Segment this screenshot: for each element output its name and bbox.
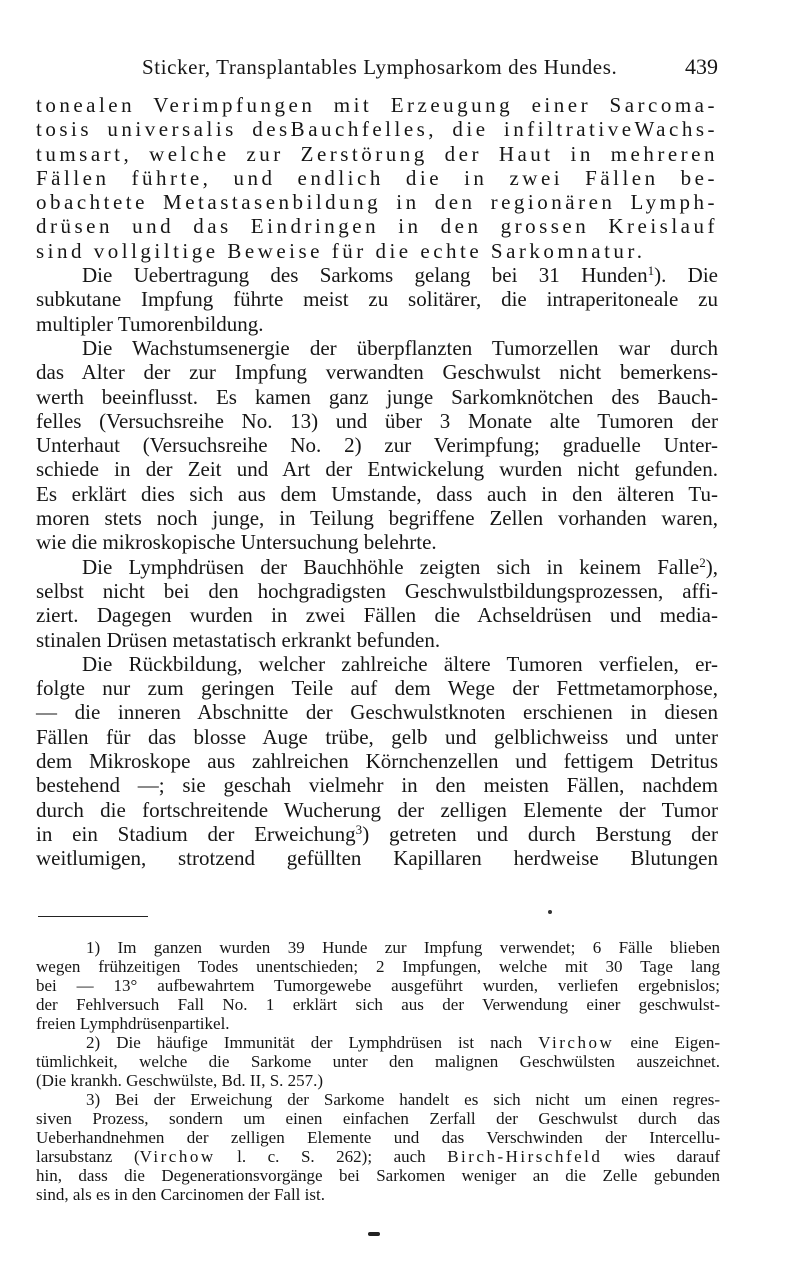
author-name: Virchow <box>538 1033 615 1052</box>
paragraph <box>36 263 718 336</box>
footnote-ref: 3 <box>355 821 363 837</box>
text-line: drüsen und das Eindringen in den grossen Kreislauf <box>36 214 718 239</box>
author-name: Virchow <box>139 1147 216 1166</box>
footnote <box>36 1090 720 1204</box>
paragraph <box>36 336 718 555</box>
paragraph <box>36 93 718 263</box>
footnote-line: der Fehlversuch Fall No. 1 erklärt sich aus der Verwendung einer geschwulst- <box>36 995 720 1014</box>
text-line: Fällen für das blosse Auge trübe, gelb und gelblichweiss und unter <box>36 724 718 749</box>
main-text <box>36 93 718 871</box>
footnote-line: 2) Die häufige Immunität der Lymphdrüsen ist nach Virchow eine Eigen- <box>86 1033 720 1052</box>
page-number: 439 <box>685 54 718 79</box>
footnotes <box>36 938 720 1204</box>
text-line: durch die fortschreitende Wucherung der zelligen Elemente der Tumor <box>36 797 718 822</box>
text-line: obachtete Metastasenbildung in den regionären Lymph- <box>36 190 718 215</box>
footnote-ref: 2 <box>699 554 706 570</box>
text-line: moren stets noch junge, in Teilung begriffene Zellen vorhanden waren, <box>36 506 718 531</box>
text-line: tosis universalis desBauchfelles, die infiltrativeWachs- <box>36 117 718 142</box>
text-line: weitlumigen, strotzend gefüllten Kapillaren herdweise Blutungen <box>36 846 718 871</box>
text-line: werth beeinflusst. Es kamen ganz junge Sarkomknötchen des Bauch- <box>36 384 718 409</box>
footnote-line: sind, als es in den Carcinomen der Fall ist. <box>36 1185 325 1204</box>
running-title: Sticker, Transplantables Lymphosarkom des Hundes. <box>142 55 618 79</box>
text-line: subkutane Impfung führte meist zu solitärer, die intraperitoneale zu <box>36 287 718 312</box>
footnote-separator <box>38 916 148 917</box>
text-line: selbst nicht bei den hochgradigsten Geschwulstbildungsprozessen, affi- <box>36 578 718 603</box>
footnote-line: 1) Im ganzen wurden 39 Hunde zur Impfung verwendet; 6 Fälle blieben <box>86 938 720 957</box>
running-header <box>142 52 718 82</box>
footnote-line: hin, dass die Degenerationsvorgänge bei Sarkomen weniger an die Zelle gebunden <box>36 1166 720 1185</box>
paragraph <box>36 652 718 871</box>
text-line: tumsart, welche zur Zerstörung der Haut in mehreren <box>36 141 718 166</box>
footnote-line: Ueberhandnehmen der zelligen Elemente und das Verschwinden der Intercellu- <box>36 1128 720 1147</box>
text-line: Unterhaut (Versuchsreihe No. 2) zur Verimpfung; graduelle Unter- <box>36 433 718 458</box>
text-line: das Alter der zur Impfung verwandten Geschwulst nicht bemerkens- <box>36 360 718 385</box>
text-line: dem Mikroskope aus zahlreichen Körnchenzellen und fettigem Detritus <box>36 749 718 774</box>
footnote-line: siven Prozess, sondern um einen einfachen Zerfall der Geschwulst durch das <box>36 1109 720 1128</box>
printer-mark <box>368 1232 380 1236</box>
footnote-line: bei — 13° aufbewahrtem Tumorgewebe ausgeführt wurden, verliefen ergebnislos; <box>36 976 720 995</box>
footnote-line: freien Lymphdrüsenpartikel. <box>36 1014 230 1033</box>
text-line: Die Wachstumsenergie der überpflanzten Tumorzellen war durch <box>82 335 718 360</box>
text-line: sind vollgiltige Beweise für die echte Sarkomnatur. <box>36 238 646 263</box>
text-line: — die inneren Abschnitte der Geschwulstknoten erschienen in diesen <box>36 700 718 725</box>
text-line: felles (Versuchsreihe No. 13) und über 3 Monate alte Tumoren der <box>36 408 718 433</box>
text-line: Die Lymphdrüsen der Bauchhöhle zeigten sich in keinem Falle$^2$), <box>82 554 718 579</box>
ink-speck <box>548 910 552 914</box>
text-line: Es erklärt dies sich aus dem Umstande, dass auch in den älteren Tu- <box>36 481 718 506</box>
footnote-line: 3) Bei der Erweichung der Sarkome handelt es sich nicht um einen regres- <box>86 1090 720 1109</box>
text-line: stinalen Drüsen metastatisch erkrankt befunden. <box>36 627 441 652</box>
text-line: schiede in der Zeit und Art der Entwickelung wurden nicht gefunden. <box>36 457 718 482</box>
text-line: Die Uebertragung des Sarkoms gelang bei 31 Hunden$^1$). Die <box>82 262 718 288</box>
text-line: multipler Tumorenbildung. <box>36 311 264 336</box>
text-line: Fällen führte, und endlich die in zwei Fällen be- <box>36 165 718 190</box>
text-line: wie die mikroskopische Untersuchung belehrte. <box>36 530 437 555</box>
footnote-line: tümlichkeit, welche die Sarkome unter den malignen Geschwülsten auszeichnet. <box>36 1052 720 1071</box>
footnote-line: wegen frühzeitigen Todes unentschieden; 2 Impfungen, welche mit 30 Tage lang <box>36 957 720 976</box>
text-line: in ein Stadium der Erweichung$^3$) getreten und durch Berstung der <box>36 821 718 846</box>
author-name: Birch-Hirschfeld <box>447 1147 603 1166</box>
footnote-line: (Die krankh. Geschwülste, Bd. II, S. 257.) <box>36 1071 324 1090</box>
footnote-ref: 1 <box>647 262 655 278</box>
footnote <box>36 1033 720 1090</box>
text-line: bestehend —; sie geschah vielmehr in den meisten Fällen, nachdem <box>36 773 718 798</box>
text-line: ziert. Dagegen wurden in zwei Fällen die Achseldrüsen und media- <box>36 603 718 628</box>
text-line: tonealen Verimpfungen mit Erzeugung einer Sarcoma- <box>36 93 718 117</box>
text-line: folgte nur zum geringen Teile auf dem Wege der Fettmetamorphose, <box>36 676 718 701</box>
footnote <box>36 938 720 1033</box>
text-line: Die Rückbildung, welcher zahlreiche ältere Tumoren verfielen, er- <box>82 651 718 676</box>
paragraph <box>36 555 718 652</box>
footnote-line: larsubstanz (Virchow l. c. S. 262); auch Birch-Hirschfeld wies darauf <box>36 1147 721 1166</box>
